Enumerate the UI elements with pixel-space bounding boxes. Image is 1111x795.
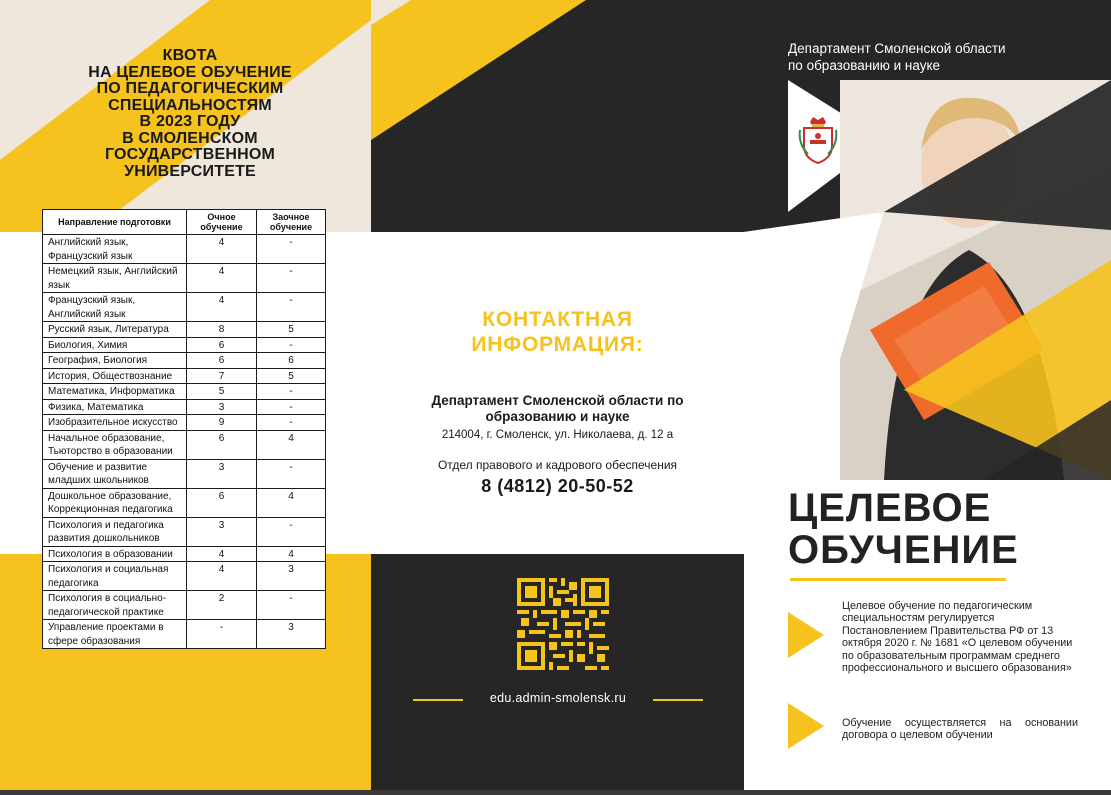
right-panel [744,0,1111,790]
direction-cell: Английский язык, Французский язык [43,235,187,264]
table-row [43,384,326,400]
full-time-cell: 6 [187,353,257,369]
part-time-cell: - [257,293,326,322]
department-subdivision: Отдел правового и кадрового обеспечения [437,458,678,472]
triangle-arrow-icon [788,703,824,749]
header-part-time: Заочное обучение [257,210,326,235]
part-time-cell: - [257,415,326,431]
full-time-cell: 3 [187,459,257,488]
table-row [43,620,326,649]
full-time-cell: 4 [187,562,257,591]
quota-table [42,209,326,649]
bottom-strip [0,790,1111,795]
full-time-cell: 6 [187,488,257,517]
main-title: ЦЕЛЕВОЕ ОБУЧЕНИЕ [788,486,1019,572]
table-row [43,293,326,322]
direction-cell: Немецкий язык, Английский язык [43,264,187,293]
part-time-cell: - [257,235,326,264]
direction-cell: Начальное образование, Тьюторство в образовании [43,430,187,459]
full-time-cell: 4 [187,235,257,264]
smolensk-coat-of-arms-icon [796,114,840,166]
quota-title: КВОТА НА ЦЕЛЕВОЕ ОБУЧЕНИЕ ПО ПЕДАГОГИЧЕСКИМ СПЕЦИАЛЬНОСТЯМ В 2023 ГОДУ В СМОЛЕНСКОМ ГОСУДАРСТВЕННОМ УНИВЕРСИТЕТЕ [88,47,292,180]
table-row [43,430,326,459]
table-header-row [43,210,326,235]
table-row [43,415,326,431]
full-time-cell: 4 [187,264,257,293]
part-time-cell: 6 [257,353,326,369]
part-time-cell: - [257,337,326,353]
part-time-cell: - [257,459,326,488]
table-row [43,517,326,546]
part-time-cell: 4 [257,488,326,517]
table-row [43,488,326,517]
table-row [43,264,326,293]
part-time-cell: 4 [257,430,326,459]
direction-cell: Русский язык, Литература [43,322,187,338]
phone-number[interactable]: 8 (4812) 20-50-52 [481,476,634,496]
triangle-arrow-icon [788,612,824,658]
table-row [43,399,326,415]
full-time-cell: 5 [187,384,257,400]
table-body [43,235,326,649]
part-time-cell: 4 [257,546,326,562]
middle-panel [371,0,744,790]
part-time-cell: - [257,399,326,415]
header-full-time: Очное обучение [187,210,257,235]
address: 214004, г. Смоленск, ул. Николаева, д. 12 а [441,429,674,441]
left-panel [0,0,371,790]
table-row [43,459,326,488]
direction-cell: Обучение и развитие младших школьников [43,459,187,488]
direction-cell: Математика, Информатика [43,384,187,400]
direction-cell: История, Обществознание [43,368,187,384]
table-row [43,337,326,353]
table-row [43,353,326,369]
full-time-cell: 8 [187,322,257,338]
direction-cell: Французский язык, Английский язык [43,293,187,322]
direction-cell: География, Биология [43,353,187,369]
full-time-cell: 6 [187,337,257,353]
part-time-cell: 3 [257,620,326,649]
part-time-cell: - [257,591,326,620]
regulation-paragraph: Целевое обучение по педагогическим специальностям регулируется Постановлением Правительства РФ от 13 октября 2020 г. № 1681 «О целевом обучении по образовательным программам среднего профессионального и высшего образования» [842,600,1073,675]
full-time-cell: 3 [187,517,257,546]
direction-cell: Психология в социально-педагогической практике [43,591,187,620]
middle-top-shapes [371,0,744,232]
direction-cell: Управление проектами в сфере образования [43,620,187,649]
direction-cell: Психология и педагогика развития дошкольников [43,517,187,546]
part-time-cell: 3 [257,562,326,591]
qr-code-icon[interactable] [517,578,609,670]
department-header: Департамент Смоленской области по образованию и науке [788,41,1006,73]
table-row [43,591,326,620]
department-name: Департамент Смоленской области по образованию и науке [431,393,684,424]
direction-cell: Психология и социальная педагогика [43,562,187,591]
full-time-cell: - [187,620,257,649]
full-time-cell: 3 [187,399,257,415]
direction-cell: Психология в образовании [43,546,187,562]
table-row [43,546,326,562]
part-time-cell: - [257,384,326,400]
direction-cell: Изобразительное искусство [43,415,187,431]
website-line-right [653,699,703,701]
full-time-cell: 2 [187,591,257,620]
table-row [43,322,326,338]
direction-cell: Дошкольное образование, Коррекционная педагогика [43,488,187,517]
full-time-cell: 4 [187,546,257,562]
full-time-cell: 7 [187,368,257,384]
contact-title: КОНТАКТНАЯ ИНФОРМАЦИЯ: [471,308,644,356]
direction-cell: Физика, Математика [43,399,187,415]
part-time-cell: - [257,517,326,546]
part-time-cell: 5 [257,322,326,338]
website-link[interactable]: edu.admin-smolensk.ru [489,691,627,705]
header-direction: Направление подготовки [43,210,187,235]
part-time-cell: 5 [257,368,326,384]
direction-cell: Биология, Химия [43,337,187,353]
table-row [43,368,326,384]
part-time-cell: - [257,264,326,293]
title-underline [790,578,1006,581]
contract-paragraph: Обучение осуществляется на основании договора о целевом обучении [842,717,1078,742]
table-row [43,235,326,264]
full-time-cell: 6 [187,430,257,459]
website-row [413,690,703,710]
full-time-cell: 4 [187,293,257,322]
table-row [43,562,326,591]
full-time-cell: 9 [187,415,257,431]
